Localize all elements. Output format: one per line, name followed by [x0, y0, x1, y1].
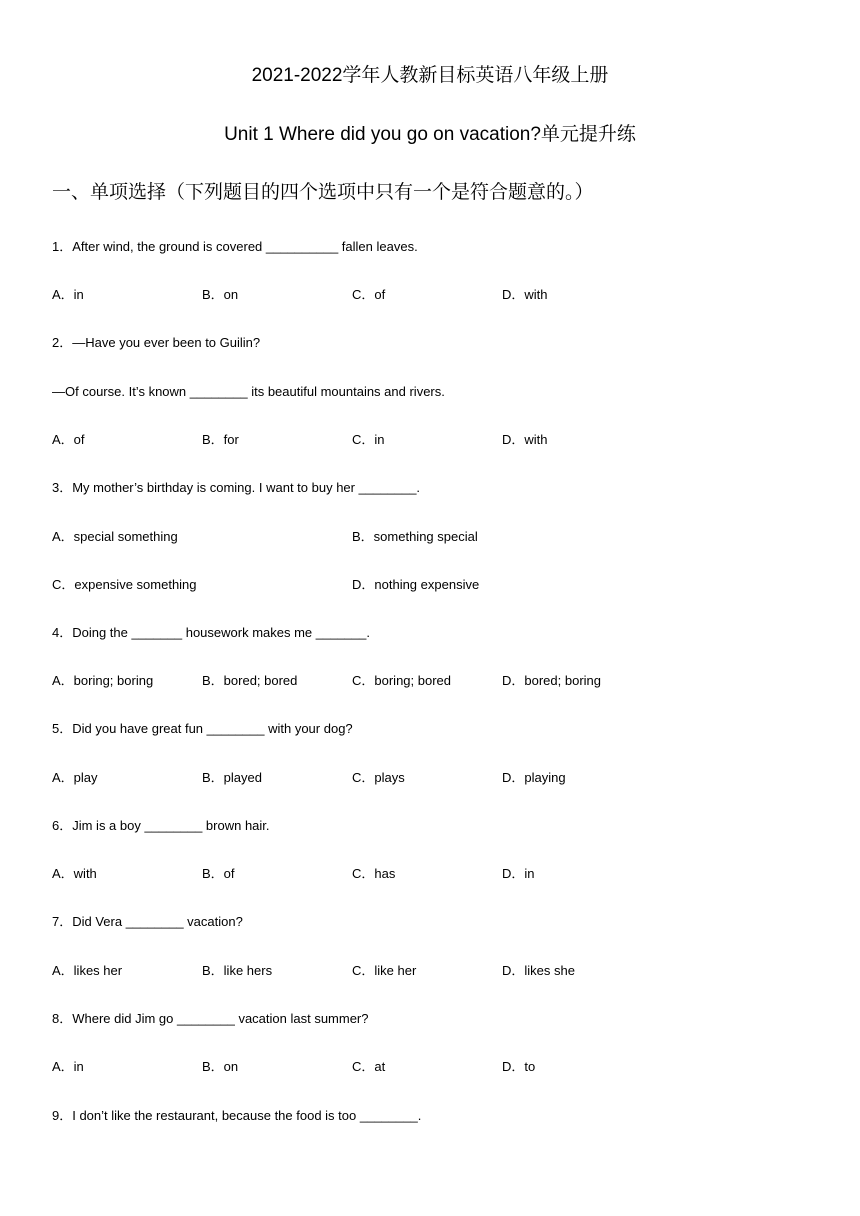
option-b: B．something special — [352, 529, 478, 544]
option-b: B．bored; bored — [202, 673, 298, 688]
option-b: B．on — [202, 287, 239, 302]
option-d: D．to — [502, 1059, 536, 1074]
option-a: A．of — [52, 432, 85, 447]
question-6-options — [52, 865, 812, 883]
option-a: A．likes her — [52, 963, 123, 978]
question-2-stem-line-2: —Of course. It’s known ________ its beautiful mountains and rivers. — [52, 384, 445, 399]
option-c: C．expensive something — [52, 577, 197, 592]
option-c: C．of — [352, 287, 386, 302]
question-4-stem: 4．Doing the _______ housework makes me _______. — [52, 625, 370, 640]
question-4-options — [52, 672, 812, 690]
question-2-options — [52, 431, 812, 449]
option-a: A．special something — [52, 529, 178, 544]
document-title: 2021-2022学年人教新目标英语八年级上册 — [251, 65, 609, 86]
option-c: C．in — [352, 432, 385, 447]
option-d: D．likes she — [502, 963, 575, 978]
question-9-stem: 9．I don’t like the restaurant, because the food is too ________. — [52, 1108, 422, 1123]
option-b: B．of — [202, 866, 235, 881]
option-d: D．in — [502, 866, 535, 881]
question-7-stem: 7．Did Vera ________ vacation? — [52, 914, 243, 929]
question-1-options — [52, 286, 812, 304]
document-subtitle: Unit 1 Where did you go on vacation?单元提升练 — [224, 124, 636, 145]
option-b: B．like hers — [202, 963, 273, 978]
option-b: B．on — [202, 1059, 239, 1074]
question-5-stem: 5．Did you have great fun ________ with your dog? — [52, 721, 353, 736]
option-d: D．with — [502, 287, 548, 302]
option-c: C．has — [352, 866, 396, 881]
option-d: D．bored; boring — [502, 673, 601, 688]
option-d: D．with — [502, 432, 548, 447]
question-8-options — [52, 1058, 812, 1076]
section-heading: 一、单项选择（下列题目的四个选项中只有一个是符合题意的。） — [52, 182, 594, 203]
question-1-stem: 1．After wind, the ground is covered __________ fallen leaves. — [52, 239, 418, 254]
question-3-options-row-1 — [52, 528, 812, 546]
option-d: D．playing — [502, 770, 566, 785]
question-6-stem: 6．Jim is a boy ________ brown hair. — [52, 818, 270, 833]
question-5-options — [52, 769, 812, 787]
question-3-options-row-2 — [52, 576, 812, 594]
question-7-options — [52, 962, 812, 980]
question-3-stem: 3．My mother’s birthday is coming. I want to buy her ________. — [52, 480, 421, 495]
option-c: C．plays — [352, 770, 405, 785]
option-a: A．boring; boring — [52, 673, 154, 688]
option-c: C．like her — [352, 963, 417, 978]
question-2-stem: 2．—Have you ever been to Guilin? — [52, 335, 261, 350]
option-b: B．played — [202, 770, 262, 785]
option-c: C．at — [352, 1059, 386, 1074]
option-b: B．for — [202, 432, 239, 447]
option-a: A．play — [52, 770, 98, 785]
option-c: C．boring; bored — [352, 673, 451, 688]
option-a: A．in — [52, 1059, 84, 1074]
question-8-stem: 8．Where did Jim go ________ vacation last summer? — [52, 1011, 369, 1026]
option-a: A．in — [52, 287, 84, 302]
option-a: A．with — [52, 866, 97, 881]
option-d: D．nothing expensive — [352, 577, 480, 592]
